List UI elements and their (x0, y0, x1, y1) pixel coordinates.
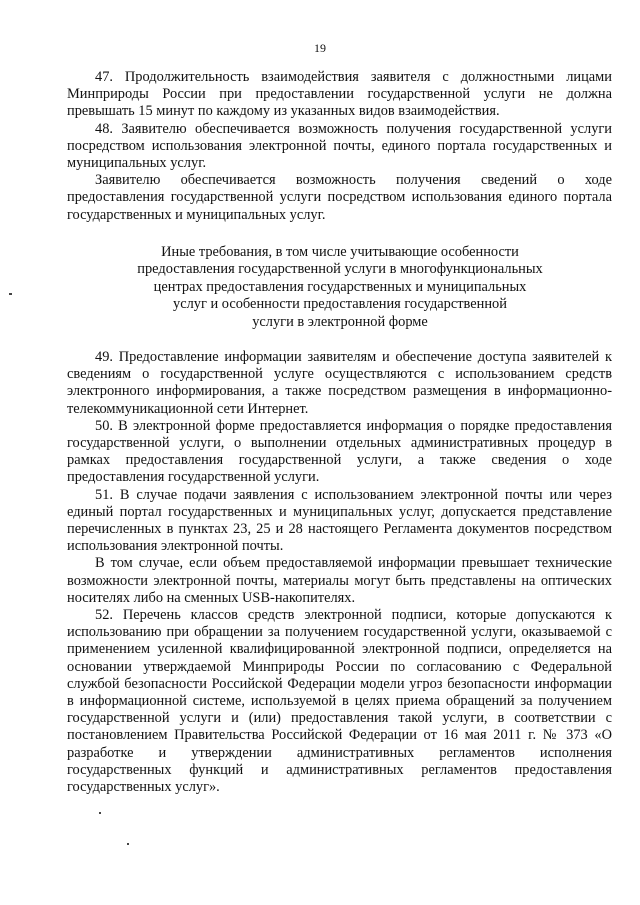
scan-speck (9, 293, 12, 295)
heading-line: предоставления государственной услуги в многофункциональных (137, 261, 543, 278)
scan-speck (99, 812, 101, 814)
page-number: 19 (314, 41, 326, 55)
scan-speck (127, 843, 129, 845)
paragraph-51-continued: В том случае, если объем предоставляемой информации превышает технические возможности электронной почты, материалы могут быть представлены на оптических носителях либо на сменных USB-накопителях. (67, 555, 612, 606)
paragraph-51: 51. В случае подачи заявления с использованием электронной почты или через единый портал государственных и муниципальных услуг, допускается представление перечисленных в пунктах 23, 25 и 28 настоящего Регламента документов посредством использования электронной почты. (67, 486, 612, 555)
paragraph-47: 47. Продолжительность взаимодействия заявителя с должностными лицами Минприроды России при предоставлении государственной услуги не должна превышать 15 минут по каждому из указанных видов взаимодействия. (67, 69, 612, 120)
paragraph-50: 50. В электронной форме предоставляется информация о порядке предоставления государственной услуги, о выполнении отдельных административных процедур в рамках предоставления государственной услуги, а также сведения о ходе предоставления государственной услуги. (67, 417, 612, 486)
heading-line: услуги в электронной форме (252, 313, 428, 330)
heading-line: Иные требования, в том числе учитывающие особенности (161, 244, 519, 260)
section-block-2 (67, 349, 612, 796)
heading-line: услуг и особенности предоставления государственной (173, 296, 507, 313)
heading-line: центрах предоставления государственных и муниципальных (153, 278, 527, 295)
paragraph-48-continued: Заявителю обеспечивается возможность получения сведений о ходе предоставления государственной услуги посредством использования единого портала государственных и муниципальных услуг. (67, 172, 612, 223)
paragraph-52: 52. Перечень классов средств электронной подписи, которые допускаются к использованию при обращении за получением государственной услуги, оказываемой с применением усиленной квалифицированной электронной подписи, определяется на основании утверждаемой Минприроды России по согласованию с Федеральной службой безопасности Российской Федерации модели угроз безопасности информации в информационной системе, используемой в целях приема обращений за получением государственной услуги и (или) предоставления такой услуги, в соответствии с постановлением Правительства Российской Федерации от 16 мая 2011 г. № 373 «О разработке и утверждении административных регламентов исполнения государственных функций и административных регламентов предоставления государственных услуг». (67, 607, 612, 796)
paragraph-48: 48. Заявителю обеспечивается возможность получения государственной услуги посредством использования электронной почты, единого портала государственных и муниципальных услуг. (67, 120, 612, 172)
section-heading (90, 244, 590, 331)
paragraph-49: 49. Предоставление информации заявителям и обеспечение доступа заявителей к сведениям о государственной услуге осуществляются с использованием средств электронного информирования, а также посредством размещения в информационно-телекоммуникационной сети Интернет. (67, 349, 612, 417)
section-block-1 (67, 69, 612, 224)
